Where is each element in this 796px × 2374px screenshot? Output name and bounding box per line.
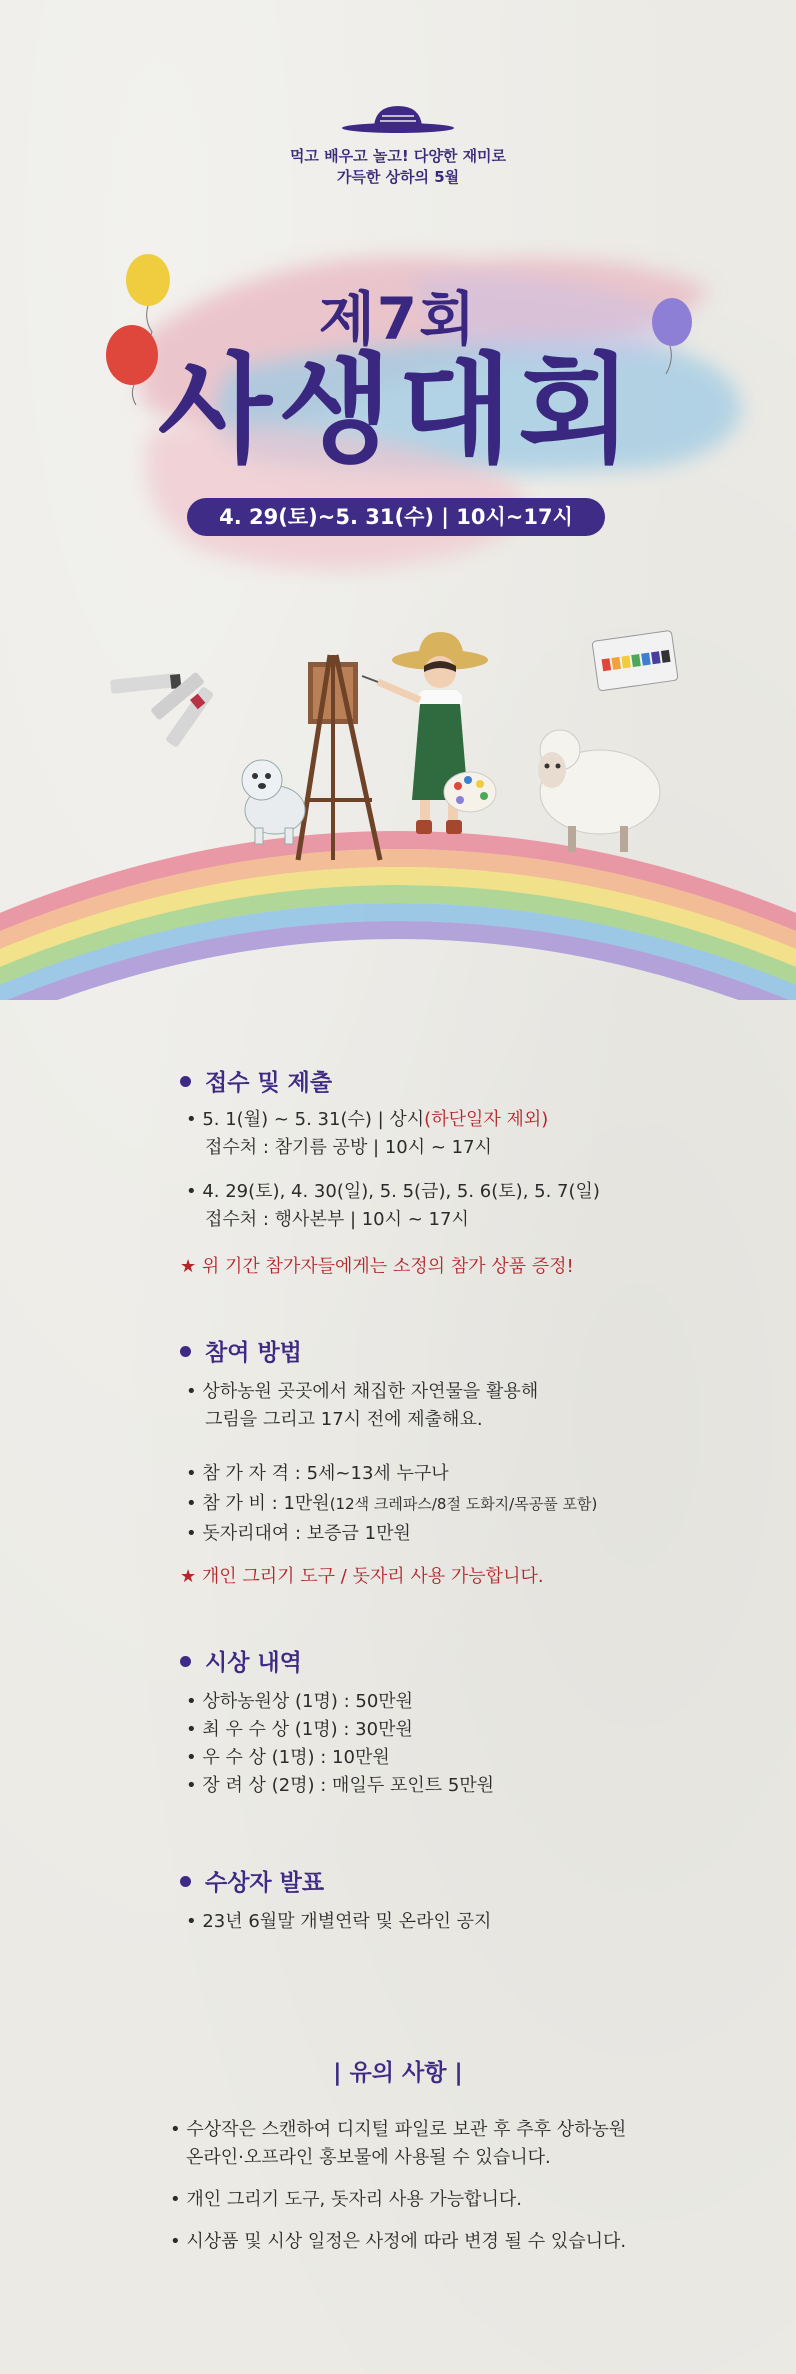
edition-label: 제7회 [318, 285, 478, 353]
participation-desc-line2: 그림을 그리고 17시 전에 제출해요. [205, 1409, 483, 1430]
section-title-awards: 시상 내역 [180, 1644, 302, 1677]
reception-item2-line1: • 4. 29(토), 4. 30(일), 5. 5(금), 5. 6(토), 5. 7(일) [186, 1181, 600, 1202]
participation-eligibility: • 참 가 자 격 : 5세~13세 누구나 [186, 1463, 449, 1484]
award-item: • 최 우 수 상 (1명) : 30만원 [186, 1719, 413, 1740]
participation-fee: • 참 가 비 : 1만원(12색 크레파스/8절 도화지/목공풀 포함) [186, 1493, 598, 1514]
announcement-item: • 23년 6월말 개별연락 및 온라인 공지 [186, 1911, 492, 1932]
rainbow-illustration [0, 620, 796, 1000]
dog-icon [242, 760, 305, 844]
notice-item1-line1: • 수상작은 스캔하여 디지털 파일로 보관 후 추후 상하농원 [170, 2119, 627, 2140]
watercolor-palette-icon [592, 630, 678, 691]
award-item: • 우 수 상 (1명) : 10만원 [186, 1747, 390, 1768]
participation-fee-detail: (12색 크레파스/8절 도화지/목공풀 포함) [329, 1495, 598, 1513]
section-title-reception: 접수 및 제출 [180, 1064, 332, 1097]
notice-item2: • 개인 그리기 도구, 돗자리 사용 가능합니다. [170, 2189, 522, 2210]
award-item: • 상하농원상 (1명) : 50만원 [186, 1691, 414, 1712]
award-item: • 장 려 상 (2명) : 매일두 포인트 5만원 [186, 1775, 495, 1796]
rainbow-icon [0, 840, 796, 1000]
reception-item1-line2: 접수처 : 참기름 공방 | 10시 ~ 17시 [205, 1137, 492, 1158]
paint-palette-icon [444, 772, 496, 812]
straw-hat-icon [338, 102, 458, 136]
participation-desc-line1: • 상하농원 곳곳에서 채집한 자연물을 활용해 [186, 1381, 539, 1402]
reception-item2-line2: 접수처 : 행사본부 | 10시 ~ 17시 [205, 1209, 469, 1230]
easel-icon [298, 655, 380, 860]
bullet-dot-icon [180, 1076, 191, 1087]
bullet-dot-icon [180, 1876, 191, 1887]
participation-mat-rental: • 돗자리대여 : 보증금 1만원 [186, 1523, 411, 1544]
notice-item3: • 시상품 및 시상 일정은 사정에 따라 변경 될 수 있습니다. [170, 2231, 627, 2252]
tagline-line-1: 먹고 배우고 놀고! 다양한 재미로 [289, 147, 507, 165]
bullet-dot-icon [180, 1656, 191, 1667]
section-title-announcement: 수상자 발표 [180, 1864, 324, 1897]
notice-item1-line2: 온라인·오프라인 홍보물에 사용될 수 있습니다. [186, 2147, 551, 2168]
exception-note: (하단일자 제외) [424, 1109, 549, 1130]
date-range-badge: 4. 29(토)~5. 31(수) | 10시~17시 [187, 498, 605, 536]
participation-tools-note: ★ 개인 그리기 도구 / 돗자리 사용 가능합니다. [180, 1566, 544, 1587]
sheep-icon [538, 730, 660, 852]
notice-title: | 유의 사항 | [333, 2060, 463, 2086]
event-title: 사생대회 [158, 341, 638, 479]
bullet-dot-icon [180, 1346, 191, 1357]
tagline-line-2: 가득한 상하의 5월 [336, 168, 460, 186]
reception-item1-line1: • 5. 1(월) ~ 5. 31(수) | 상시(하단일자 제외) [186, 1109, 549, 1130]
paint-tubes-icon [110, 671, 214, 748]
reception-gift-note: ★ 위 기간 참가자들에게는 소정의 참가 상품 증정! [180, 1256, 574, 1277]
section-title-participation: 참여 방법 [180, 1334, 302, 1367]
